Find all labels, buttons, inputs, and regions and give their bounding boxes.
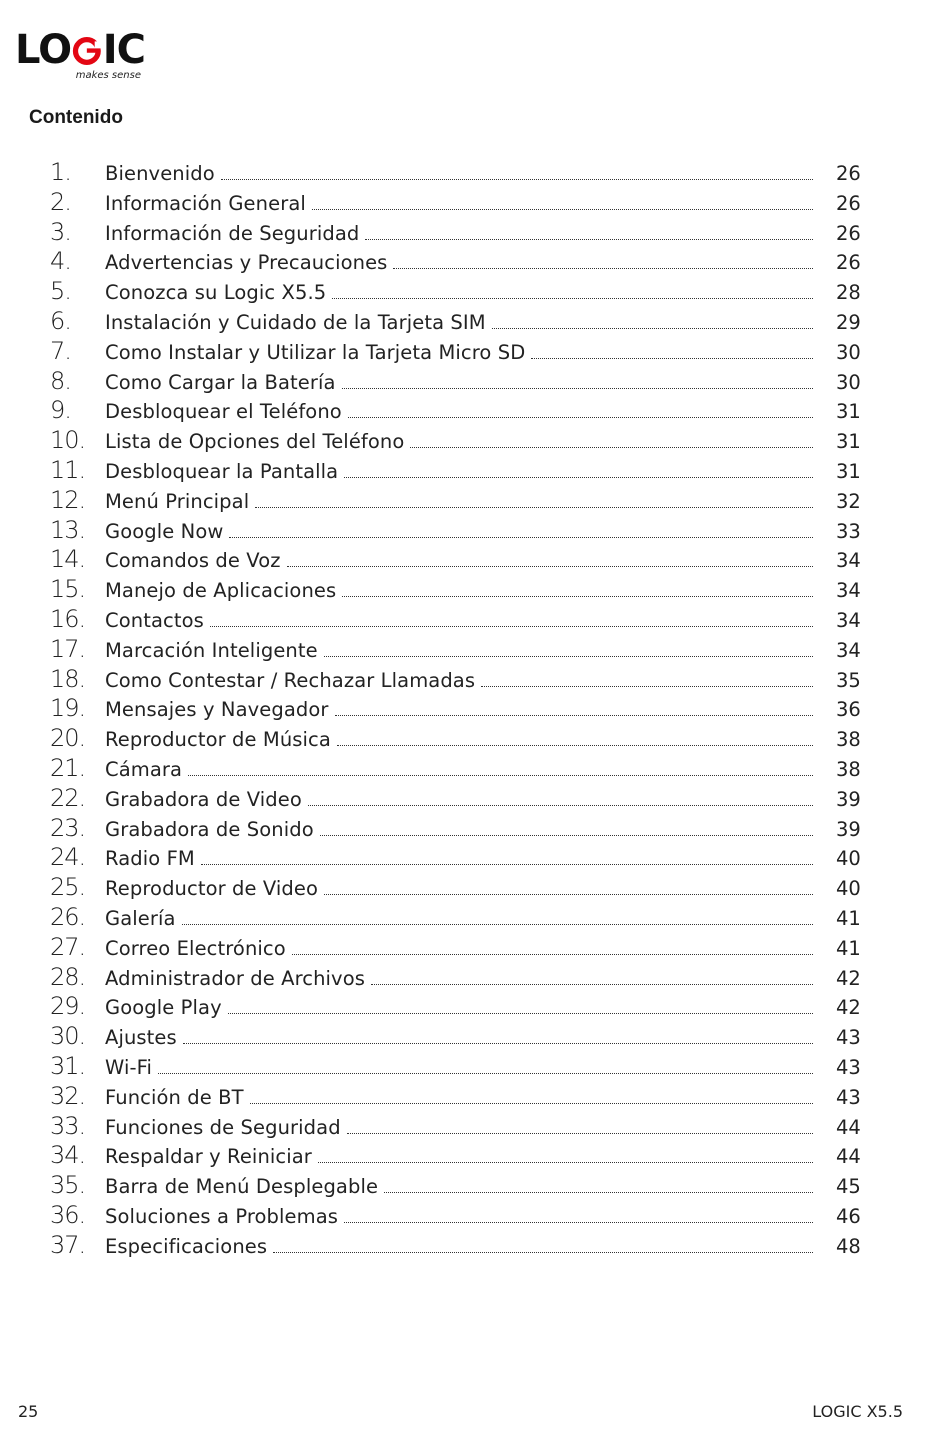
toc-dot-leader [183, 1025, 813, 1044]
toc-dot-leader [255, 489, 813, 508]
toc-dot-leader [365, 221, 813, 240]
toc-entry-number: 11. [50, 455, 86, 484]
toc-entry [0, 188, 950, 218]
logo-g-icon [72, 34, 102, 68]
toc-entry-number: 23. [50, 813, 86, 842]
toc-dot-leader [273, 1234, 813, 1253]
toc-dot-leader [250, 1085, 813, 1104]
toc-entry-label: Información de Seguridad [105, 221, 360, 245]
toc-entry-label: Instalación y Cuidado de la Tarjeta SIM [105, 310, 486, 334]
toc-entry-page: 31 [836, 400, 861, 424]
toc-entry-page: 33 [836, 519, 861, 543]
table-of-contents [0, 158, 950, 1260]
toc-entry-page: 48 [836, 1234, 861, 1258]
toc-entry [0, 694, 950, 724]
toc-entry-page: 30 [836, 370, 861, 394]
toc-entry-label: Correo Electrónico [105, 936, 286, 960]
toc-entry-body [105, 726, 813, 754]
toc-entry-number: 36. [50, 1200, 86, 1229]
toc-entry-body [105, 577, 813, 605]
toc-entry [0, 1231, 950, 1261]
toc-entry-number: 30. [50, 1022, 86, 1051]
toc-entry [0, 337, 950, 367]
toc-entry-number: 33. [50, 1111, 86, 1140]
toc-entry-label: Menú Principal [105, 489, 250, 513]
toc-entry-body [105, 488, 813, 516]
toc-entry-body [105, 160, 813, 188]
toc-entry-number: 13. [50, 515, 86, 544]
toc-entry [0, 307, 950, 337]
toc-dot-leader [347, 1115, 813, 1134]
toc-dot-leader [371, 966, 813, 985]
toc-entry-label: Grabadora de Sonido [105, 817, 314, 841]
toc-entry-label: Desbloquear la Pantalla [105, 459, 339, 483]
toc-entry-page: 44 [836, 1145, 861, 1169]
toc-entry-label: Como Cargar la Batería [105, 370, 336, 394]
toc-entry-page: 34 [836, 608, 861, 632]
toc-entry-body [105, 667, 813, 695]
toc-entry-label: Lista de Opciones del Teléfono [105, 430, 405, 454]
toc-entry [0, 367, 950, 397]
toc-entry-page: 36 [836, 698, 861, 722]
toc-entry-body [105, 637, 813, 665]
toc-entry-page: 26 [836, 191, 861, 215]
toc-dot-leader [337, 727, 813, 746]
toc-entry-body [105, 756, 813, 784]
toc-entry-number: 37. [50, 1230, 86, 1259]
toc-entry-page: 41 [836, 906, 861, 930]
toc-entry-number: 2. [50, 187, 71, 216]
toc-entry-body [105, 965, 813, 993]
toc-entry-number: 32. [50, 1081, 86, 1110]
toc-entry-number: 24. [50, 843, 86, 872]
toc-entry-page: 39 [836, 787, 861, 811]
toc-entry-body [105, 1143, 813, 1171]
toc-entry-page: 34 [836, 579, 861, 603]
toc-entry-label: Radio FM [105, 847, 195, 871]
toc-dot-leader [228, 995, 813, 1014]
toc-entry [0, 516, 950, 546]
toc-entry-body [105, 249, 813, 277]
toc-entry-body [105, 339, 813, 367]
toc-entry [0, 784, 950, 814]
toc-entry-number: 26. [50, 902, 86, 931]
toc-entry-page: 34 [836, 549, 861, 573]
toc-entry-body [105, 786, 813, 814]
toc-entry-number: 10. [50, 426, 86, 455]
toc-entry-body [105, 607, 813, 635]
toc-dot-leader [324, 638, 813, 657]
toc-entry-body [105, 220, 813, 248]
toc-dot-leader [182, 906, 813, 925]
logo-text-start: LO [15, 27, 72, 73]
toc-entry [0, 1082, 950, 1112]
toc-entry-body [105, 518, 813, 546]
toc-entry-number: 25. [50, 873, 86, 902]
toc-dot-leader [342, 370, 813, 389]
toc-dot-leader [384, 1174, 813, 1193]
toc-entry-number: 12. [50, 485, 86, 514]
toc-entry [0, 903, 950, 933]
toc-entry [0, 814, 950, 844]
toc-entry-label: Grabadora de Video [105, 787, 302, 811]
toc-entry [0, 963, 950, 993]
toc-entry-body [105, 1054, 813, 1082]
toc-entry-page: 26 [836, 162, 861, 185]
toc-dot-leader [287, 548, 813, 567]
toc-entry-page: 38 [836, 728, 861, 752]
toc-dot-leader [210, 608, 813, 627]
toc-entry [0, 575, 950, 605]
toc-entry-label: Como Instalar y Utilizar la Tarjeta Micro SD [105, 340, 526, 364]
toc-entry-number: 28. [50, 962, 86, 991]
toc-entry-page: 38 [836, 757, 861, 781]
toc-entry-label: Galería [105, 906, 176, 930]
toc-entry-label: Como Contestar / Rechazar Llamadas [105, 668, 476, 692]
toc-entry-body [105, 279, 813, 307]
toc-dot-leader [344, 459, 813, 478]
toc-entry-label: Comandos de Voz [105, 549, 281, 573]
toc-entry-body [105, 994, 813, 1022]
logo-wordmark [15, 28, 145, 72]
toc-entry-label: Ajustes [105, 1026, 177, 1050]
toc-entry-body [105, 1024, 813, 1052]
toc-dot-leader [335, 697, 813, 716]
toc-dot-leader [344, 1204, 813, 1223]
toc-entry-label: Reproductor de Video [105, 877, 319, 901]
toc-entry [0, 396, 950, 426]
footer-model: LOGIC X5.5 [812, 1402, 903, 1421]
logo-text-end: IC [102, 27, 145, 73]
toc-entry-label: Google Now [105, 519, 224, 543]
toc-entry-number: 22. [50, 783, 86, 812]
toc-entry [0, 754, 950, 784]
toc-entry-page: 35 [836, 668, 861, 692]
toc-entry-page: 32 [836, 489, 861, 513]
toc-entry-page: 43 [836, 1085, 861, 1109]
toc-entry-page: 31 [836, 459, 861, 483]
toc-dot-leader [158, 1055, 813, 1074]
toc-dot-leader [188, 757, 813, 776]
toc-entry-number: 27. [50, 932, 86, 961]
toc-entry-label: Función de BT [105, 1085, 244, 1109]
toc-entry-number: 14. [50, 545, 86, 574]
toc-entry [0, 456, 950, 486]
toc-entry-label: Respaldar y Reiniciar [105, 1145, 312, 1169]
toc-entry [0, 635, 950, 665]
toc-entry [0, 1022, 950, 1052]
toc-entry-number: 4. [50, 247, 71, 276]
toc-entry-label: Barra de Menú Desplegable [105, 1175, 379, 1199]
toc-entry-label: Reproductor de Música [105, 728, 331, 752]
toc-entry [0, 158, 950, 188]
toc-entry-number: 18. [50, 664, 86, 693]
toc-entry-label: Información General [105, 191, 306, 215]
toc-entry-number: 15. [50, 575, 86, 604]
toc-dot-leader [320, 817, 813, 836]
toc-entry-page: 43 [836, 1055, 861, 1079]
toc-entry-page: 45 [836, 1175, 861, 1199]
toc-entry [0, 992, 950, 1022]
toc-entry-body [105, 816, 813, 844]
toc-entry-body [105, 1233, 813, 1261]
toc-entry-page: 29 [836, 310, 861, 334]
toc-entry [0, 1052, 950, 1082]
toc-entry-number: 31. [50, 1051, 86, 1080]
toc-entry-number: 20. [50, 724, 86, 753]
toc-entry-body [105, 1203, 813, 1231]
toc-entry-number: 21. [50, 753, 86, 782]
toc-dot-leader [348, 399, 813, 418]
toc-entry-body [105, 905, 813, 933]
toc-entry-page: 30 [836, 340, 861, 364]
toc-entry [0, 426, 950, 456]
toc-entry-label: Google Play [105, 996, 222, 1020]
toc-entry-page: 34 [836, 638, 861, 662]
toc-entry-body [105, 1173, 813, 1201]
toc-entry-page: 41 [836, 936, 861, 960]
toc-entry-label: Contactos [105, 608, 204, 632]
toc-entry-number: 16. [50, 604, 86, 633]
toc-entry-body [105, 458, 813, 486]
toc-dot-leader [201, 846, 813, 865]
toc-entry-page: 46 [836, 1204, 861, 1228]
toc-dot-leader [221, 161, 813, 180]
toc-entry-number: 9. [50, 396, 71, 425]
toc-entry-label: Soluciones a Problemas [105, 1204, 339, 1228]
toc-dot-leader [492, 310, 813, 329]
toc-entry-label: Administrador de Archivos [105, 966, 365, 990]
toc-entry [0, 933, 950, 963]
toc-entry-label: Cámara [105, 757, 183, 781]
toc-entry-number: 5. [50, 277, 71, 306]
toc-entry [0, 277, 950, 307]
toc-entry-page: 31 [836, 430, 861, 454]
toc-entry-label: Funciones de Seguridad [105, 1115, 341, 1139]
toc-entry-number: 6. [50, 306, 71, 335]
toc-entry-label: Manejo de Aplicaciones [105, 579, 337, 603]
toc-entry [0, 1141, 950, 1171]
toc-entry-body [105, 547, 813, 575]
toc-entry [0, 1112, 950, 1142]
page-number: 25 [18, 1402, 39, 1421]
toc-entry-page: 39 [836, 817, 861, 841]
toc-dot-leader [318, 1144, 813, 1163]
toc-dot-leader [324, 876, 813, 895]
toc-dot-leader [229, 519, 813, 538]
toc-entry-body [105, 190, 813, 218]
toc-entry-number: 19. [50, 694, 86, 723]
toc-dot-leader [342, 578, 813, 597]
toc-entry-body [105, 309, 813, 337]
toc-dot-leader [531, 340, 813, 359]
toc-entry [0, 1171, 950, 1201]
toc-entry-body [105, 845, 813, 873]
brand-logo [15, 28, 145, 84]
toc-dot-leader [332, 280, 813, 299]
toc-entry-page: 40 [836, 847, 861, 871]
toc-entry-body [105, 369, 813, 397]
toc-entry-label: Wi-Fi [105, 1055, 153, 1079]
toc-entry-page: 26 [836, 221, 861, 245]
toc-entry-body [105, 696, 813, 724]
toc-entry [0, 247, 950, 277]
toc-entry-page: 42 [836, 996, 861, 1020]
toc-entry [0, 486, 950, 516]
logo-tagline: makes sense [75, 70, 141, 81]
toc-dot-leader [481, 668, 813, 687]
toc-dot-leader [308, 787, 813, 806]
toc-entry-page: 44 [836, 1115, 861, 1139]
toc-entry-page: 40 [836, 877, 861, 901]
toc-entry [0, 605, 950, 635]
contents-heading: Contenido [29, 107, 123, 128]
toc-entry [0, 724, 950, 754]
toc-entry-body [105, 428, 813, 456]
toc-entry-page: 26 [836, 251, 861, 275]
toc-entry-label: Conozca su Logic X5.5 [105, 281, 327, 305]
toc-entry-number: 35. [50, 1171, 86, 1200]
toc-entry-page: 42 [836, 966, 861, 990]
toc-entry-number: 7. [50, 336, 71, 365]
toc-entry [0, 545, 950, 575]
toc-entry [0, 1201, 950, 1231]
toc-entry-label: Bienvenido [105, 162, 215, 185]
toc-entry-page: 28 [836, 281, 861, 305]
toc-dot-leader [292, 936, 813, 955]
toc-entry-body [105, 398, 813, 426]
toc-entry-page: 43 [836, 1026, 861, 1050]
toc-entry-number: 1. [50, 158, 71, 186]
toc-entry-body [105, 1084, 813, 1112]
toc-entry-label: Desbloquear el Teléfono [105, 400, 342, 424]
toc-entry [0, 873, 950, 903]
toc-entry-body [105, 1114, 813, 1142]
toc-entry-number: 8. [50, 366, 71, 395]
toc-entry-body [105, 935, 813, 963]
toc-entry-label: Mensajes y Navegador [105, 698, 329, 722]
toc-entry-number: 34. [50, 1141, 86, 1170]
toc-entry-number: 17. [50, 634, 86, 663]
toc-entry-label: Marcación Inteligente [105, 638, 318, 662]
toc-dot-leader [393, 250, 813, 269]
toc-entry-number: 3. [50, 217, 71, 246]
toc-dot-leader [410, 429, 813, 448]
toc-entry-label: Especificaciones [105, 1234, 268, 1258]
toc-entry [0, 665, 950, 695]
toc-entry-body [105, 875, 813, 903]
toc-entry [0, 843, 950, 873]
toc-entry [0, 218, 950, 248]
toc-dot-leader [312, 191, 813, 210]
toc-entry-label: Advertencias y Precauciones [105, 251, 388, 275]
toc-entry-number: 29. [50, 992, 86, 1021]
